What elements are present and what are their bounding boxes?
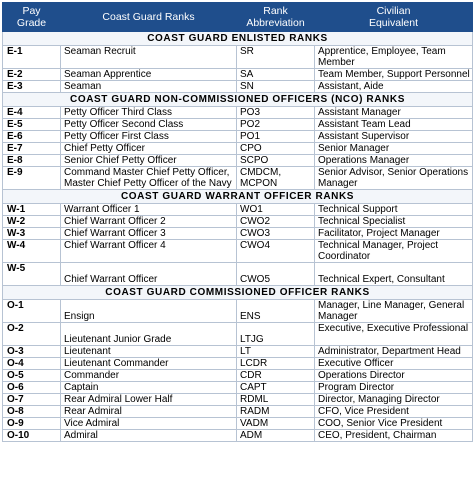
civilian-equivalent-cell: Operations Manager: [315, 155, 473, 167]
civilian-equivalent-cell: Executive, Executive Professional: [315, 323, 473, 346]
civilian-equivalent-cell: Assistant Supervisor: [315, 131, 473, 143]
rank-cell: Lieutenant: [61, 346, 237, 358]
abbreviation-cell: RDML: [237, 394, 315, 406]
rank-cell: Vice Admiral: [61, 418, 237, 430]
civilian-equivalent-cell: Executive Officer: [315, 358, 473, 370]
section-title: COAST GUARD WARRANT OFFICER RANKS: [3, 190, 473, 204]
grade-cell: W-1: [3, 204, 61, 216]
abbreviation-cell: PO1: [237, 131, 315, 143]
table-row: [3, 216, 473, 228]
civilian-equivalent-cell: Assistant, Aide: [315, 81, 473, 93]
rank-cell: Petty Officer Second Class: [61, 119, 237, 131]
abbreviation-cell: LT: [237, 346, 315, 358]
rank-cell: Seaman Apprentice: [61, 69, 237, 81]
civilian-equivalent-cell: Assistant Manager: [315, 107, 473, 119]
header-pay-grade-text: Pay Grade: [16, 5, 47, 29]
grade-cell: O-3: [3, 346, 61, 358]
table-row: [3, 204, 473, 216]
abbreviation-cell: SR: [237, 46, 315, 69]
header-pay-grade: [3, 3, 61, 32]
grade-cell: W-2: [3, 216, 61, 228]
grade-cell: O-4: [3, 358, 61, 370]
rank-cell: Seaman: [61, 81, 237, 93]
abbreviation-cell: CAPT: [237, 382, 315, 394]
abbreviation-cell: CDR: [237, 370, 315, 382]
grade-cell: E-5: [3, 119, 61, 131]
section-title: COAST GUARD ENLISTED RANKS: [3, 32, 473, 46]
table-row: [3, 418, 473, 430]
grade-cell: W-4: [3, 240, 61, 263]
table-row: [3, 263, 473, 286]
table-row: [3, 81, 473, 93]
section-header: [3, 93, 473, 107]
table-row: [3, 240, 473, 263]
civilian-equivalent-cell: Senior Manager: [315, 143, 473, 155]
rank-cell: Ensign: [61, 300, 237, 323]
grade-cell: O-9: [3, 418, 61, 430]
abbreviation-cell: SA: [237, 69, 315, 81]
table-row: [3, 394, 473, 406]
table-row: [3, 300, 473, 323]
grade-cell: E-8: [3, 155, 61, 167]
civilian-equivalent-cell: Operations Director: [315, 370, 473, 382]
table-row: [3, 323, 473, 346]
civilian-equivalent-cell: Assistant Team Lead: [315, 119, 473, 131]
header-ranks: [61, 3, 237, 32]
civilian-equivalent-cell: CFO, Vice President: [315, 406, 473, 418]
abbreviation-cell: LCDR: [237, 358, 315, 370]
abbreviation-cell: CWO3: [237, 228, 315, 240]
rank-cell: Lieutenant Commander: [61, 358, 237, 370]
rank-cell: Lieutenant Junior Grade: [61, 323, 237, 346]
table-row: [3, 155, 473, 167]
rank-cell: Captain: [61, 382, 237, 394]
grade-cell: O-10: [3, 430, 61, 442]
table-row: [3, 370, 473, 382]
section-header: [3, 190, 473, 204]
grade-cell: O-6: [3, 382, 61, 394]
rank-cell: Senior Chief Petty Officer: [61, 155, 237, 167]
civilian-equivalent-cell: Administrator, Department Head: [315, 346, 473, 358]
table-row: [3, 358, 473, 370]
header-row: [3, 3, 473, 32]
grade-cell: E-6: [3, 131, 61, 143]
table-row: [3, 46, 473, 69]
table-row: [3, 69, 473, 81]
rank-cell: Chief Warrant Officer 3: [61, 228, 237, 240]
civilian-equivalent-cell: CEO, President, Chairman: [315, 430, 473, 442]
civilian-equivalent-cell: Program Director: [315, 382, 473, 394]
civilian-equivalent-cell: COO, Senior Vice President: [315, 418, 473, 430]
header-abbreviation-text: Rank Abbreviation: [246, 5, 305, 29]
abbreviation-cell: VADM: [237, 418, 315, 430]
abbreviation-cell: CWO4: [237, 240, 315, 263]
section-header: [3, 286, 473, 300]
rank-cell: Petty Officer Third Class: [61, 107, 237, 119]
abbreviation-cell: CWO2: [237, 216, 315, 228]
rank-cell: Chief Warrant Officer 2: [61, 216, 237, 228]
abbreviation-cell: CWO5: [237, 263, 315, 286]
grade-cell: W-5: [3, 263, 61, 286]
grade-cell: O-7: [3, 394, 61, 406]
section-title: COAST GUARD NON-COMMISSIONED OFFICERS (NCO) RANKS: [3, 93, 473, 107]
table-row: [3, 131, 473, 143]
rank-cell: Chief Warrant Officer 4: [61, 240, 237, 263]
header-civilian-equivalent: [315, 3, 473, 32]
table-row: [3, 406, 473, 418]
table-row: [3, 382, 473, 394]
grade-cell: E-9: [3, 167, 61, 190]
grade-cell: E-3: [3, 81, 61, 93]
table-row: [3, 167, 473, 190]
civilian-equivalent-cell: Manager, Line Manager, General Manager: [315, 300, 473, 323]
grade-cell: E-4: [3, 107, 61, 119]
table-row: [3, 107, 473, 119]
rank-cell: Commander: [61, 370, 237, 382]
coast-guard-ranks-table: [2, 2, 473, 442]
civilian-equivalent-cell: Director, Managing Director: [315, 394, 473, 406]
header-abbreviation: [237, 3, 315, 32]
rank-cell: Command Master Chief Petty Officer, Master Chief Petty Officer of the Navy: [61, 167, 237, 190]
rank-cell: Chief Petty Officer: [61, 143, 237, 155]
table-row: [3, 228, 473, 240]
grade-cell: O-2: [3, 323, 61, 346]
civilian-equivalent-cell: Facilitator, Project Manager: [315, 228, 473, 240]
civilian-equivalent-cell: Technical Expert, Consultant: [315, 263, 473, 286]
table-row: [3, 143, 473, 155]
civilian-equivalent-cell: Apprentice, Employee, Team Member: [315, 46, 473, 69]
civilian-equivalent-cell: Technical Support: [315, 204, 473, 216]
civilian-equivalent-cell: Technical Specialist: [315, 216, 473, 228]
grade-cell: O-5: [3, 370, 61, 382]
table-body: [3, 32, 473, 442]
grade-cell: E-1: [3, 46, 61, 69]
rank-cell: Admiral: [61, 430, 237, 442]
header-civilian-text: Civilian Equivalent: [368, 5, 419, 29]
civilian-equivalent-cell: Senior Advisor, Senior Operations Manager: [315, 167, 473, 190]
grade-cell: W-3: [3, 228, 61, 240]
rank-cell: Rear Admiral: [61, 406, 237, 418]
grade-cell: O-8: [3, 406, 61, 418]
rank-cell: Chief Warrant Officer: [61, 263, 237, 286]
table-row: [3, 346, 473, 358]
abbreviation-cell: LTJG: [237, 323, 315, 346]
abbreviation-cell: RADM: [237, 406, 315, 418]
header-ranks-text: Coast Guard Ranks: [102, 11, 195, 23]
rank-cell: Warrant Officer 1: [61, 204, 237, 216]
abbreviation-cell: SCPO: [237, 155, 315, 167]
rank-cell: Petty Officer First Class: [61, 131, 237, 143]
abbreviation-cell: PO2: [237, 119, 315, 131]
abbreviation-cell: CMDCM, MCPON: [237, 167, 315, 190]
grade-cell: E-7: [3, 143, 61, 155]
table-row: [3, 119, 473, 131]
grade-cell: E-2: [3, 69, 61, 81]
abbreviation-cell: PO3: [237, 107, 315, 119]
rank-cell: Rear Admiral Lower Half: [61, 394, 237, 406]
rank-cell: Seaman Recruit: [61, 46, 237, 69]
abbreviation-cell: ENS: [237, 300, 315, 323]
abbreviation-cell: ADM: [237, 430, 315, 442]
abbreviation-cell: CPO: [237, 143, 315, 155]
grade-cell: O-1: [3, 300, 61, 323]
section-header: [3, 32, 473, 46]
table-row: [3, 430, 473, 442]
section-title: COAST GUARD COMMISSIONED OFFICER RANKS: [3, 286, 473, 300]
civilian-equivalent-cell: Team Member, Support Personnel: [315, 69, 473, 81]
civilian-equivalent-cell: Technical Manager, Project Coordinator: [315, 240, 473, 263]
abbreviation-cell: SN: [237, 81, 315, 93]
abbreviation-cell: WO1: [237, 204, 315, 216]
